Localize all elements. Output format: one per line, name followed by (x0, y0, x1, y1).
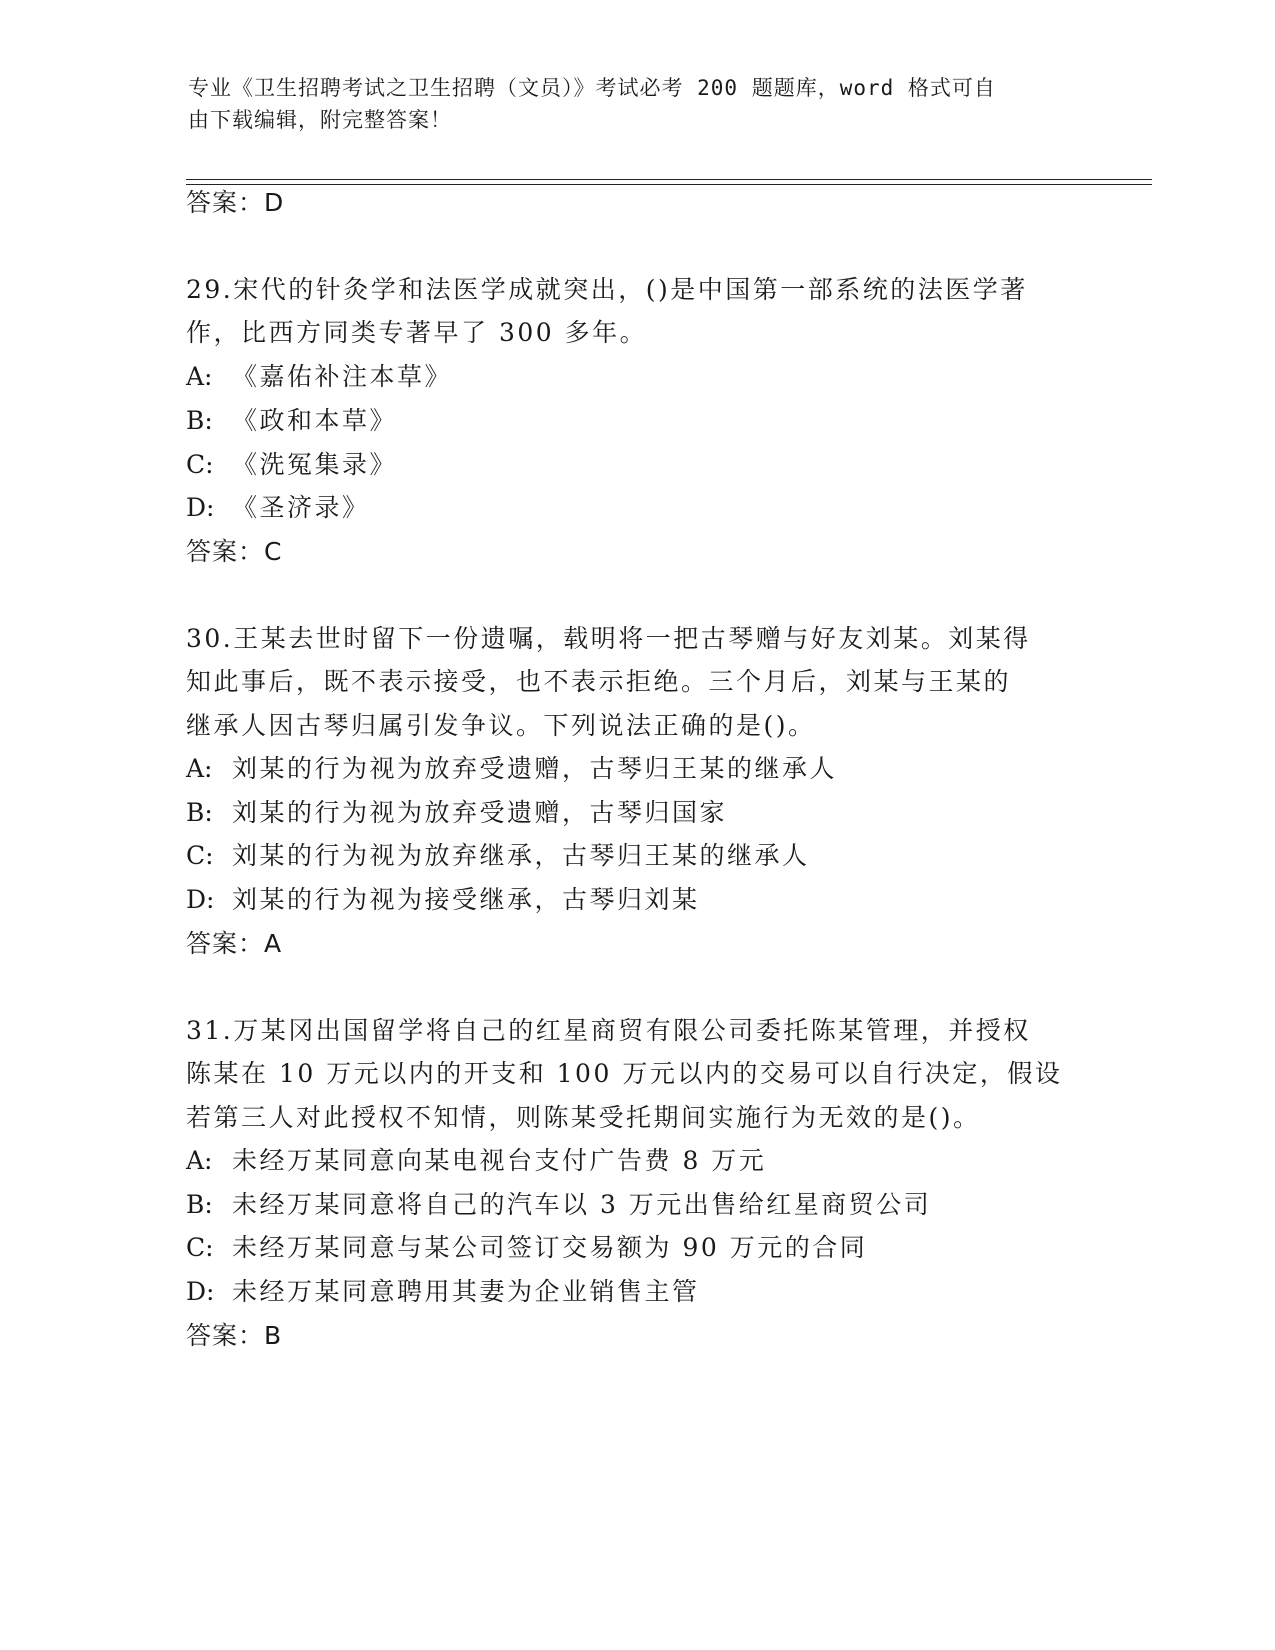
option-d (186, 1275, 700, 1309)
option-b (186, 404, 397, 438)
question-text-line: 陈某在 10 万元以内的开支和 100 万元以内的交易可以自行决定，假设 (186, 1059, 1063, 1088)
option-text: 未经万某同意将自己的汽车以 3 万元出售给红星商贸公司 (232, 1190, 932, 1219)
answer: 答案：C (186, 537, 283, 566)
header-line-1: 专业《卫生招聘考试之卫生招聘（文员）》考试必考 200 题题库，word 格式可自 (188, 76, 996, 100)
option-letter: C: (186, 841, 214, 870)
option-text: 未经万某同意向某电视台支付广告费 8 万元 (232, 1146, 767, 1175)
option-c (186, 1231, 867, 1265)
option-c (186, 448, 397, 482)
option-text: 《圣济录》 (232, 493, 370, 522)
option-text: 《政和本草》 (232, 406, 398, 435)
option-letter: D: (186, 1277, 215, 1306)
option-a (186, 752, 837, 786)
option-d (186, 883, 700, 917)
option-letter: B: (186, 406, 213, 435)
option-text: 《洗冤集录》 (232, 450, 398, 479)
option-text: 刘某的行为视为放弃继承，古琴归王某的继承人 (232, 841, 810, 870)
option-c (186, 839, 810, 873)
question-text-line: 30.王某去世时留下一份遗嘱，载明将一把古琴赠与好友刘某。刘某得 (186, 624, 1031, 653)
option-letter: A: (186, 754, 213, 783)
question-text-line: 31.万某冈出国留学将自己的红星商贸有限公司委托陈某管理，并授权 (186, 1016, 1031, 1045)
option-b (186, 796, 727, 830)
header-divider-bottom (186, 184, 1152, 185)
option-text: 未经万某同意与某公司签订交易额为 90 万元的合同 (232, 1233, 868, 1262)
header-divider-top (186, 179, 1152, 180)
question-text-line: 若第三人对此授权不知情，则陈某受托期间实施行为无效的是()。 (186, 1103, 981, 1132)
option-a (186, 360, 452, 394)
document-header (188, 72, 1068, 136)
option-text: 刘某的行为视为放弃受遗赠，古琴归王某的继承人 (232, 754, 838, 783)
option-letter: B: (186, 1190, 213, 1219)
question-text-line: 29.宋代的针灸学和法医学成就突出，()是中国第一部系统的法医学著 (186, 275, 1028, 304)
question-text-line: 作，比西方同类专著早了 300 多年。 (186, 318, 648, 347)
option-letter: A: (186, 1146, 213, 1175)
option-text: 刘某的行为视为接受继承，古琴归刘某 (232, 885, 700, 914)
option-text: 刘某的行为视为放弃受遗赠，古琴归国家 (232, 798, 728, 827)
question-text-line: 知此事后，既不表示接受，也不表示拒绝。三个月后，刘某与王某的 (186, 667, 1012, 696)
option-letter: D: (186, 885, 215, 914)
answer: 答案：A (186, 929, 283, 958)
option-letter: D: (186, 493, 215, 522)
question-text-line: 继承人因古琴归属引发争议。下列说法正确的是()。 (186, 711, 816, 740)
option-a (186, 1144, 766, 1178)
option-text: 《嘉佑补注本草》 (232, 362, 453, 391)
header-line-2: 由下载编辑，附完整答案！ (188, 108, 452, 132)
answer: 答案：B (186, 1321, 283, 1350)
previous-answer: 答案：D (186, 188, 285, 217)
option-letter: A: (186, 362, 213, 391)
option-text: 未经万某同意聘用其妻为企业销售主管 (232, 1277, 700, 1306)
option-letter: B: (186, 798, 213, 827)
option-b (186, 1188, 931, 1222)
option-d (186, 491, 370, 525)
option-letter: C: (186, 1233, 214, 1262)
option-letter: C: (186, 450, 214, 479)
